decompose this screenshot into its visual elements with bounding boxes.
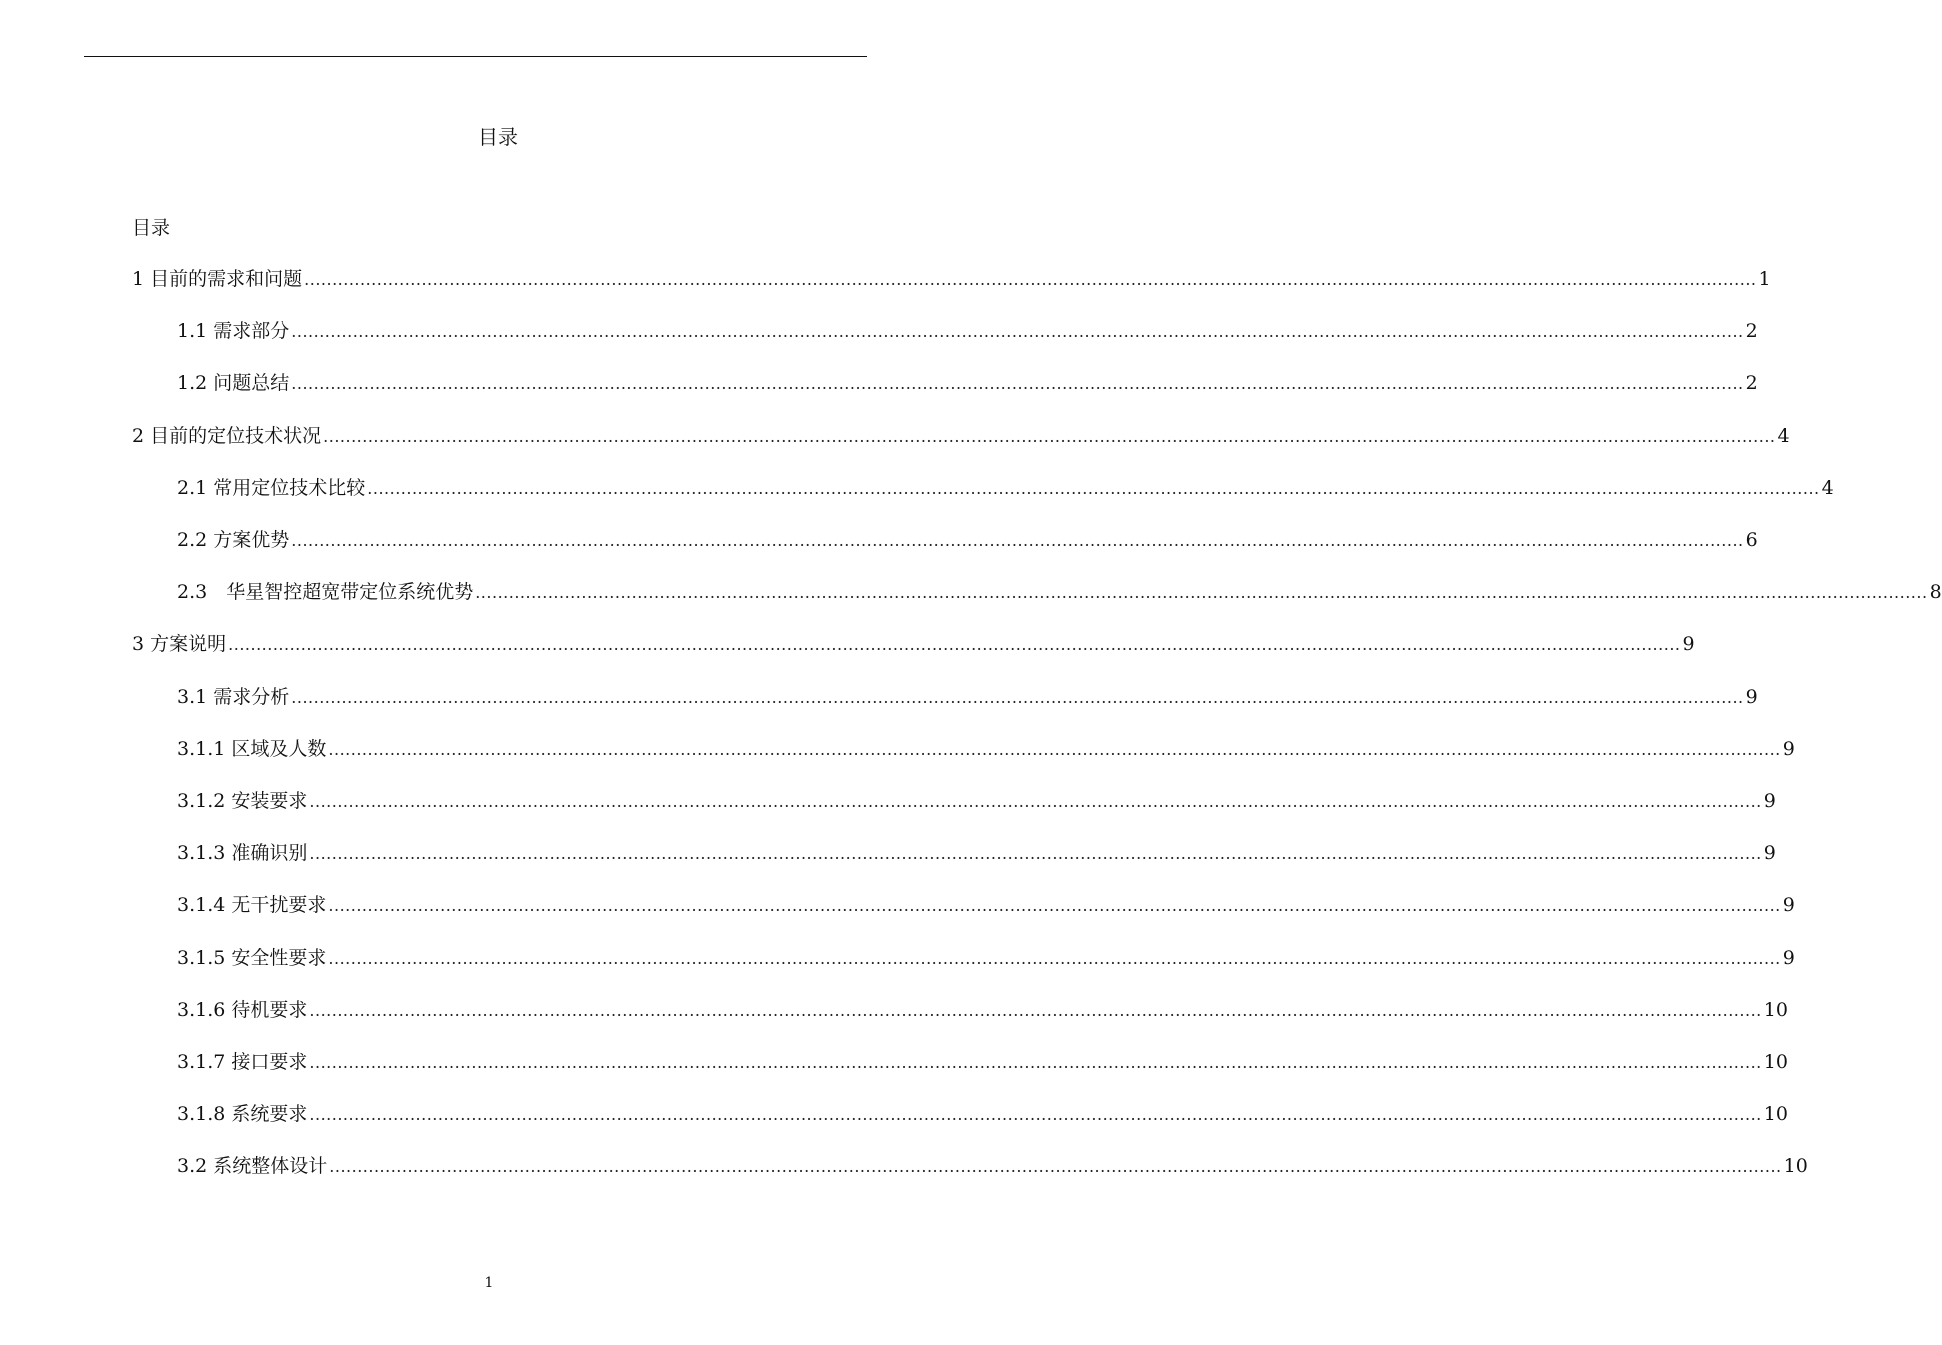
toc-entry-title: 3.1.1 区域及人数 [177,737,327,760]
toc-entry[interactable] [177,1151,1808,1181]
toc-entry-title: 3.1.6 待机要求 [177,998,308,1021]
toc-entry[interactable] [177,316,1758,346]
toc-entry-title: 3.1.3 准确识别 [177,842,308,865]
toc-entry[interactable] [177,1099,1788,1129]
toc-entry-title: 2.2 方案优势 [177,529,290,551]
toc-entry[interactable] [177,473,1834,503]
toc-dot-leader: .................................................................................................................................................................................................................................................................... [323,426,1776,446]
toc-entry-page: 9 [1763,842,1776,865]
toc-entry-page: 9 [1782,946,1795,969]
toc-entry[interactable] [177,1047,1788,1077]
toc-entry-page: 4 [1821,476,1834,499]
toc-entry-title: 2 目前的定位技术状况 [132,424,322,447]
toc-entry-title: 3.1.5 安全性要求 [177,946,327,969]
toc-dot-leader: .................................................................................................................................................................................................................................................................... [228,635,1681,655]
toc-entry[interactable] [177,890,1795,920]
toc-entry-title: 2.3 华星智控超宽带定位系统优势 [177,581,474,604]
toc-entry-title: 3.1.2 安装要求 [177,790,308,812]
toc-entry-title: 3.1.8 系统要求 [177,1103,308,1126]
toc-entry-title: 2.1 常用定位技术比较 [177,476,366,499]
toc-entry-title: 3.1 需求分析 [177,685,290,708]
toc-entry[interactable] [177,734,1795,764]
toc-entry[interactable] [177,368,1758,398]
toc-entry-title: 1 目前的需求和问题 [132,268,303,290]
toc-entry[interactable] [177,786,1776,816]
toc-dot-leader: .................................................................................................................................................................................................................................................................... [309,1053,1762,1072]
toc-entry-title: 1.1 需求部分 [177,320,290,343]
toc-entry[interactable] [177,577,1942,607]
toc-entry-page: 9 [1745,685,1758,708]
toc-entry-page: 10 [1763,1051,1788,1073]
toc-entry-page: 9 [1763,790,1776,812]
toc-entry[interactable] [177,682,1758,712]
toc-entry[interactable] [177,995,1788,1025]
toc-entry-page: 2 [1745,372,1758,395]
toc-dot-leader: .................................................................................................................................................................................................................................................................... [309,1105,1762,1125]
toc-dot-leader: .................................................................................................................................................................................................................................................................... [291,374,1744,394]
toc-entry-page: 10 [1783,1155,1808,1178]
toc-entry-page: 9 [1782,737,1795,760]
toc-dot-leader: .................................................................................................................................................................................................................................................................... [328,739,1781,759]
page-number: 1 [484,1275,494,1291]
toc-dot-leader: .................................................................................................................................................................................................................................................................... [367,478,1820,498]
toc-dot-leader: .................................................................................................................................................................................................................................................................... [329,1157,1782,1177]
toc-dot-leader: .................................................................................................................................................................................................................................................................... [309,1000,1762,1020]
toc-entry-title: 1.2 问题总结 [177,372,290,395]
toc-dot-leader: .................................................................................................................................................................................................................................................................... [328,948,1781,968]
toc-entry-page: 9 [1682,633,1695,656]
toc-entry-page: 8 [1929,581,1942,604]
toc-entry-title: 3.1.7 接口要求 [177,1051,308,1073]
toc-entry-page: 10 [1763,998,1788,1021]
toc-label: 目录 [132,217,171,239]
toc-entry[interactable] [132,421,1790,451]
toc-dot-leader: .................................................................................................................................................................................................................................................................... [291,322,1744,342]
toc-entry-page: 10 [1763,1103,1788,1126]
toc-entry[interactable] [177,525,1758,555]
toc-entry[interactable] [132,264,1771,294]
page-title: 目录 [478,125,518,149]
toc-dot-leader: .................................................................................................................................................................................................................................................................... [309,792,1762,811]
toc-entry-page: 4 [1777,424,1790,447]
toc-entry-page: 6 [1745,529,1758,551]
toc-entry-page: 9 [1782,894,1795,917]
toc-entry-page: 2 [1745,320,1758,343]
toc-dot-leader: .................................................................................................................................................................................................................................................................... [475,583,1928,603]
toc-dot-leader: .................................................................................................................................................................................................................................................................... [291,687,1744,707]
toc-dot-leader: .................................................................................................................................................................................................................................................................... [309,844,1762,864]
toc-entry-title: 3 方案说明 [132,633,227,656]
toc-dot-leader: .................................................................................................................................................................................................................................................................... [328,896,1781,916]
toc-entry[interactable] [177,943,1795,973]
toc-entry[interactable] [177,838,1776,868]
toc-dot-leader: .................................................................................................................................................................................................................................................................... [304,270,1757,289]
toc-entry-title: 3.2 系统整体设计 [177,1155,328,1178]
toc-entry-title: 3.1.4 无干扰要求 [177,894,327,917]
toc-dot-leader: .................................................................................................................................................................................................................................................................... [291,531,1744,550]
toc-entry[interactable] [132,629,1695,659]
toc-entry-page: 1 [1758,268,1771,290]
